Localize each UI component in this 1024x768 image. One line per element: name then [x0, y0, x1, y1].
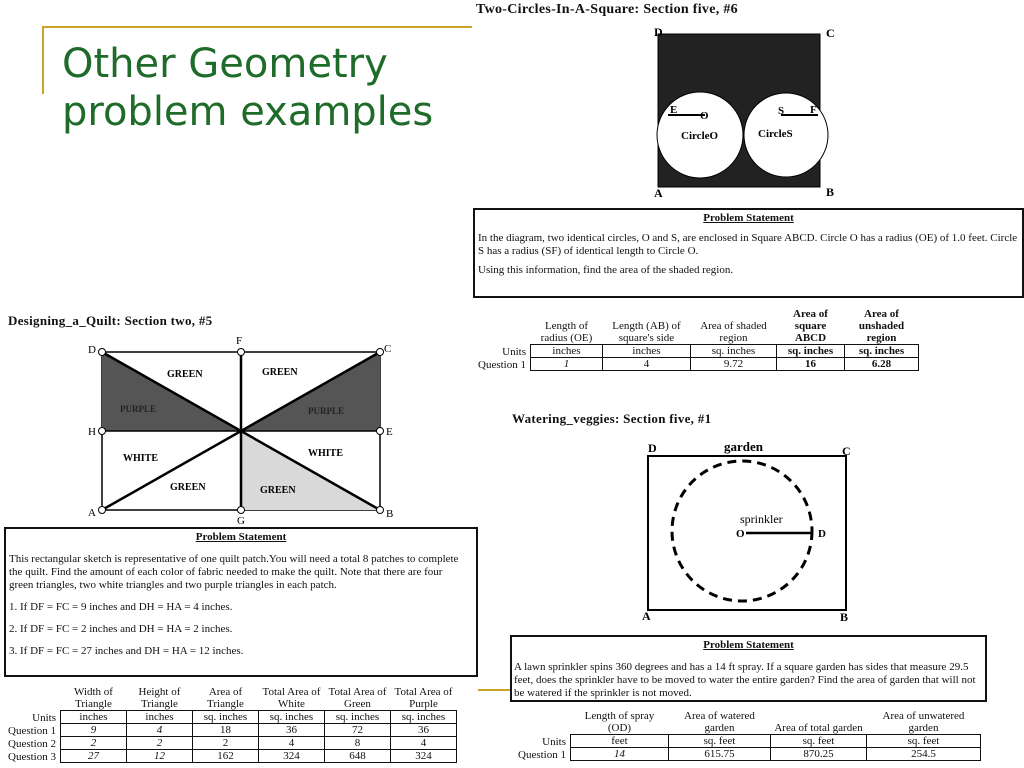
table-cell: 9 [60, 724, 126, 737]
table-cell: sq. inches [390, 711, 456, 724]
corner-a: A [642, 609, 651, 623]
table-cell: inches [60, 711, 126, 724]
region-green-bl: GREEN [170, 482, 206, 493]
col-header: Total Area of Green [328, 686, 387, 710]
table-cell: 2 [192, 737, 258, 750]
corner-f: F [236, 335, 243, 347]
point-o: O [700, 110, 709, 122]
corner-e: E [386, 426, 393, 438]
vertex-d [99, 349, 106, 356]
region-green-tl: GREEN [167, 369, 203, 380]
circle-o-label: CircleO [681, 130, 719, 142]
table-cell: sq. inches [776, 345, 844, 358]
corner-b: B [840, 610, 849, 624]
table-cell: sq. feet [770, 735, 866, 748]
table-cell: 36 [390, 724, 456, 737]
point-o: O [736, 528, 745, 540]
point-e: E [670, 104, 678, 116]
vertex-b [377, 507, 384, 514]
table-cell: 648 [324, 750, 390, 763]
point-f: F [810, 104, 817, 116]
veggies-problem-box [510, 635, 987, 702]
table-cell: 8 [324, 737, 390, 750]
table-cell: feet [570, 735, 668, 748]
region-green-tr: GREEN [262, 367, 298, 378]
region-purple-l: PURPLE [120, 404, 156, 414]
row-label: Question 1 [8, 724, 56, 737]
table-cell: sq. feet [668, 735, 770, 748]
table-cell: 6.28 [844, 358, 918, 371]
col-header: Area of watered garden [684, 710, 755, 734]
col-header: Area of shaded region [700, 320, 767, 344]
corner-a: A [88, 507, 96, 519]
col-header: Total Area of Purple [394, 686, 453, 710]
two-circles-diagram [640, 22, 840, 198]
vertex-f [238, 349, 245, 356]
vertex-e [377, 428, 384, 435]
table-cell: 9.72 [690, 358, 776, 371]
veggies-table [516, 710, 981, 761]
vertex-c [377, 349, 384, 356]
row-label: Question 1 [518, 748, 566, 761]
corner-g: G [237, 515, 245, 527]
corner-d: D [88, 344, 96, 356]
col-header: Area of square ABCD [793, 308, 828, 344]
col-header: Length of spray (OD) [584, 710, 655, 734]
col-header: Area of unshaded region [858, 308, 905, 344]
table-cell: inches [530, 345, 602, 358]
col-header: Total Area of White [262, 686, 321, 710]
corner-c: C [842, 444, 851, 458]
col-header: Length (AB) of square's side [612, 320, 681, 344]
problem-text: In the diagram, two identical circles, O and S, are enclosed in Square ABCD. Circle O has a radius (OE) of 1.0 feet. Circle S has a radius (SF) of identical length to Circle O. [478, 232, 1018, 257]
table-cell: 4 [390, 737, 456, 750]
corner-d: D [654, 25, 663, 39]
point-d: D [818, 528, 826, 540]
col-header: Height of Triangle [138, 686, 181, 710]
quilt-diagram [82, 335, 402, 527]
table-cell: 324 [390, 750, 456, 763]
row-label: Units [32, 711, 56, 724]
problem-question: Using this information, find the area of the shaded region. [478, 264, 734, 276]
table-cell: 16 [776, 358, 844, 371]
table-cell: 14 [570, 748, 668, 761]
table-cell: sq. feet [866, 735, 980, 748]
quilt-problem-box [4, 527, 478, 677]
col-header: Length of radius (OE) [540, 320, 593, 344]
region-white-l: WHITE [123, 453, 159, 464]
title-rule-vertical [42, 26, 44, 94]
table-cell: 4 [258, 737, 324, 750]
point-s: S [778, 105, 785, 117]
quilt-header: Designing_a_Quilt: Section two, #5 [8, 313, 213, 328]
table-cell: 254.5 [866, 748, 980, 761]
corner-d: D [648, 441, 657, 455]
question-line: 3. If DF = FC = 27 inches and DH = HA = 12 inches. [9, 645, 244, 657]
table-cell: 36 [258, 724, 324, 737]
veggies-header: Watering_veggies: Section five, #1 [512, 411, 712, 426]
col-header: Width of Triangle [74, 686, 113, 710]
corner-c: C [826, 26, 835, 40]
table-cell: 12 [126, 750, 192, 763]
question-line: 2. If DF = FC = 2 inches and DH = HA = 2 inches. [9, 623, 233, 635]
region-green-br: GREEN [260, 485, 296, 496]
quilt-table [6, 686, 457, 763]
circle-s-label: CircleS [758, 128, 793, 140]
problem-title: Problem Statement [195, 531, 287, 543]
table-cell: 4 [126, 724, 192, 737]
table-cell: 18 [192, 724, 258, 737]
problem-title: Problem Statement [703, 639, 794, 651]
col-header: Area of Triangle [207, 686, 244, 710]
garden-label: garden [724, 439, 763, 454]
row-label: Question 3 [8, 750, 56, 763]
corner-b: B [386, 508, 394, 520]
table-cell: inches [126, 711, 192, 724]
vertex-h [99, 428, 106, 435]
row-label: Units [502, 345, 526, 358]
veggies-diagram [636, 436, 858, 626]
table-cell: 1 [530, 358, 602, 371]
row-label: Question 1 [478, 358, 526, 371]
table-cell: sq. inches [258, 711, 324, 724]
row-label: Units [542, 735, 566, 748]
region-white-r: WHITE [308, 448, 344, 459]
vertex-a [99, 507, 106, 514]
table-cell: sq. inches [324, 711, 390, 724]
question-line: 1. If DF = FC = 9 inches and DH = HA = 4 inches. [9, 601, 233, 613]
two-circles-table [476, 308, 919, 371]
corner-c: C [384, 343, 392, 355]
table-cell: 27 [60, 750, 126, 763]
sprinkler-label: sprinkler [740, 512, 783, 526]
slide-title: Other Geometry problem examples [62, 41, 434, 135]
corner-b: B [826, 185, 835, 198]
table-cell: 72 [324, 724, 390, 737]
table-cell: 4 [602, 358, 690, 371]
row-label: Question 2 [8, 737, 56, 750]
table-cell: sq. inches [690, 345, 776, 358]
problem-title: Problem Statement [703, 212, 794, 224]
two-circles-header: Two-Circles-In-A-Square: Section five, #6 [476, 2, 738, 17]
problem-text: This rectangular sketch is representative of one quilt patch.You will need a total 8 patches to complete the quilt. Find the amount of each color of fabric needed to make the quilt. Note that there are four green triangles, two white triangles and two purple triangles in each patch. [9, 553, 459, 591]
corner-h: H [88, 426, 96, 438]
table-cell: sq. inches [844, 345, 918, 358]
table-cell: 162 [192, 750, 258, 763]
table-cell: 324 [258, 750, 324, 763]
two-circles-problem-box [473, 208, 1024, 298]
problem-text: A lawn sprinkler spins 360 degrees and has a 14 ft spray. If a square garden has sides that measure 29.5 feet, does the sprinkler have to be moved to water the entire garden? Find the area of garden that will not be watered if the sprinkler is not moved. [514, 661, 976, 699]
col-header: Area of total garden [774, 722, 863, 734]
vertex-g [238, 507, 245, 514]
table-cell: inches [602, 345, 690, 358]
table-cell: 2 [126, 737, 192, 750]
region-purple-r: PURPLE [308, 406, 344, 416]
col-header: Area of unwatered garden [882, 710, 965, 734]
table-cell: 870.25 [770, 748, 866, 761]
table-cell: 615.75 [668, 748, 770, 761]
table-cell: sq. inches [192, 711, 258, 724]
table-cell: 2 [60, 737, 126, 750]
title-rule-horizontal [42, 26, 472, 28]
connector-rule [478, 689, 510, 691]
corner-a: A [654, 186, 663, 198]
